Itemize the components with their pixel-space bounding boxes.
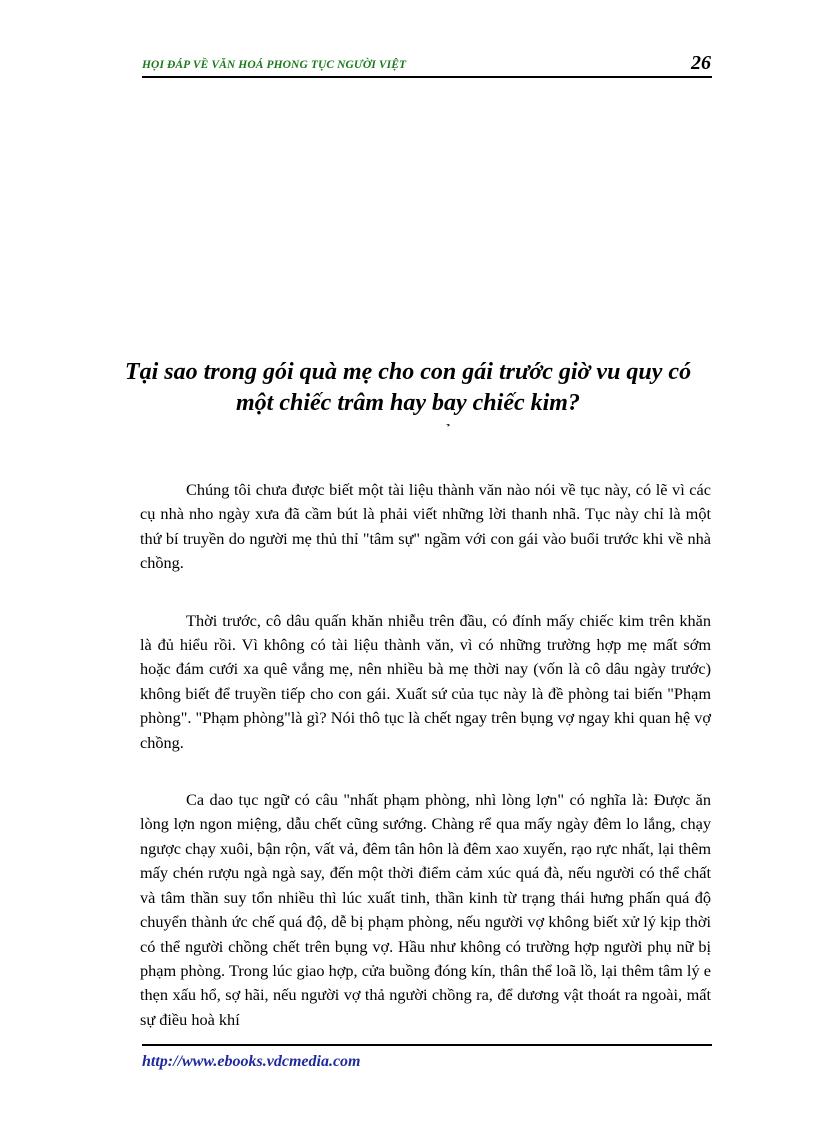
article-title-line-1: Tại sao trong gói quà mẹ cho con gái trước giờ vu quy có — [124, 359, 692, 385]
paragraph-2: Thời trước, cô dâu quấn khăn nhiễu trên đầu, có đính mấy chiếc kim trên khăn là đủ hiểu rồi. Vì không có tài liệu thành văn, vì có những trường hợp mẹ mất sớm hoặc đám cưới xa quê vắng mẹ, nên nhiều bà mẹ thời nay (vốn là cô dâu ngày trước) không biết để truyền tiếp cho con gái. Xuất sứ của tục này là đề phòng tai biến "Phạm phòng". "Phạm phòng"là gì? Nói thô tục là chết ngay trên bụng vợ ngay khi quan hệ vợ chồng. — [140, 610, 711, 752]
book-title: HỌI ĐÁP VỀ VĂN HOÁ PHONG TỤC NGƯỜI VIỆT — [142, 59, 407, 71]
footer-link[interactable]: http://www.ebooks.vdcmedia.com — [142, 1053, 361, 1070]
article-title — [100, 357, 716, 419]
article-body — [140, 478, 711, 1065]
page-footer — [142, 1044, 712, 1071]
article-title-line-2: một chiếc trâm hay bay chiếc kim? — [236, 390, 580, 416]
paragraph-3: Ca dao tục ngữ có câu "nhất phạm phòng, nhì lòng lợn" có nghĩa là: Được ăn lòng lợn ngon miệng, dẫu chết cũng sướng. Chàng rể qua mấy ngày đêm lo lắng, chạy ngược chạy xuôi, bận rộn, vất vả, đêm tân hôn là đêm xao xuyến, rạo rực nhất, lại thêm mấy chén rượu ngà ngà say, đến một thời điểm cảm xúc quá đà, nếu người có thể chất và tâm thần suy tổn nhiều thì lúc xuất tinh, thần kinh từ trạng thái hưng phấn quá độ chuyển thành ức chế quá độ, dễ bị phạm phòng, nếu người vợ không biết xử lý kịp thời có thể người chồng chết trên bụng vợ. Hầu như không có trường hợp người phụ nữ bị phạm phòng. Trong lúc giao hợp, cửa buồng đóng kín, thân thể loã lồ, lại thêm tâm lý e thẹn xấu hổ, sợ hãi, nếu người vợ thả người chồng ra, để dương vật thoát ra ngoài, mất sự điều hoà khí — [140, 790, 711, 1029]
page-header — [142, 54, 712, 78]
page-number: 26 — [691, 52, 711, 74]
paragraph-1: Chúng tôi chưa được biết một tài liệu thành văn nào nói về tục này, có lẽ vì các cụ nhà nho ngày xưa đã cầm bút là phải viết những lời thanh nhã. Tục này chỉ là một thứ bí truyền do người mẹ thủ thỉ "tâm sự" ngầm với con gái vào buổi trước khi về nhà chồng. — [140, 480, 711, 573]
